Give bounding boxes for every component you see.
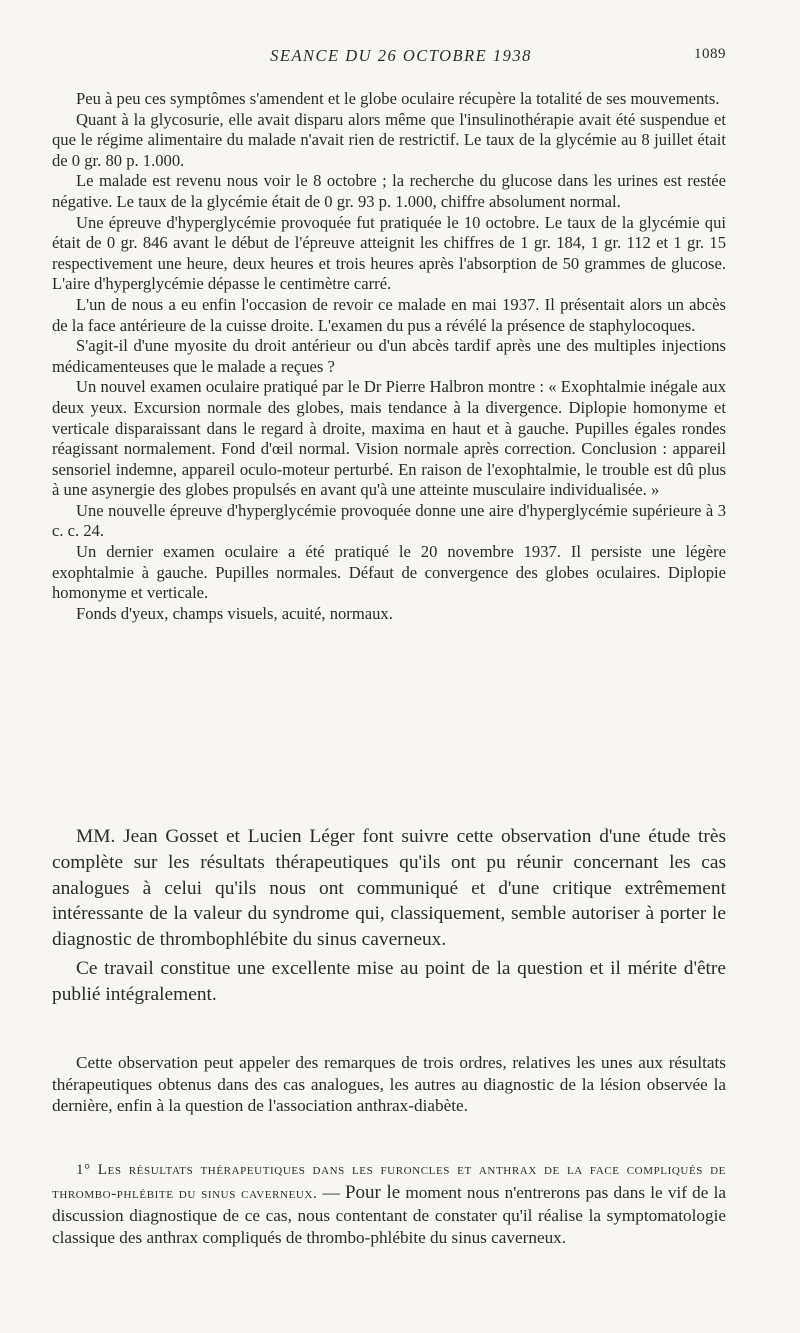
header-title: SEANCE DU 26 OCTOBRE 1938 [270,46,532,65]
paragraph: Une épreuve d'hyperglycémie provoquée fut pratiquée le 10 octobre. Le taux de la glycémie qui était de 0 gr. 846 avant le début de l'épreuve atteignit les chiffres de 1 gr. 184, 1 gr. 112 et 1 gr. 15 respectivement une heure, deux heures et trois heures après l'absorption de 50 grammes de glucose. L'aire d'hyperglycémie dépasse le centimètre carré. [52,212,726,294]
paragraph: Un dernier examen oculaire a été pratiqué le 20 novembre 1937. Il persiste une légère exophtalmie à gauche. Pupilles normales. Défaut de convergence des globes oculaires. Diplopie homonyme et verticale. [52,542,726,603]
paragraph: Cette observation peut appeler des remarques de trois ordres, relatives les unes aux résultats thérapeutiques obtenus dans des cas analogues, les autres au diagnostic de la lésion observée la dernière, enfin à la question de l'association anthrax-diabète. [52,1053,726,1116]
paragraph: Ce travail constitue une excellente mise au point de la question et il mérite d'être publié intégralement. [52,957,726,1005]
paragraph: Quant à la glycosurie, elle avait disparu alors même que l'insulinothérapie avait été suspendue et que le régime alimentaire du malade n'avait rien de restrictif. Le taux de la glycémie au 8 juillet était de 0 gr. 80 p. 1.000. [52,109,726,170]
paragraph: MM. Jean Gosset et Lucien Léger font suivre cette observation d'une étude très complète sur les résultats thérapeutiques qu'ils ont pu réunir concernant les cas analogues à celui qu'ils nous ont communiqué et d'une critique extrêmement intéressante de la valeur du syndrome qui, classiquement, semble autoriser à porter le diagnostic de thrombophlébite du sinus caverneux. [52,826,726,951]
paragraph: L'un de nous a eu enfin l'occasion de revoir ce malade en mai 1937. Il présentait alors un abcès de la face antérieure de la cuisse droite. L'examen du pus a révélé la présence de staphylocoques. [52,294,726,335]
remarks-intro [52,1052,726,1117]
section-1 [52,1158,726,1248]
reporter-comment [52,824,726,1008]
paragraph: Fonds d'yeux, champs visuels, acuité, normaux. [76,603,393,623]
section-lead: Pour le [344,1181,401,1203]
section-paragraph [52,1158,726,1248]
paragraph: Un nouvel examen oculaire pratiqué par le Dr Pierre Halbron montre : « Exophtalmie inégale aux deux yeux. Excursion normale des globes, mais tendance à la divergence. Diplopie homonyme et verticale disparaissant dans le regard à droite, maxima en haut et à gauche. Pupilles égales rondes réagissant normalement. Fond d'œil normal. Vision normale après correction. Conclusion : appareil sensoriel indemne, appareil oculo-moteur perturbé. En raison de l'exophtalmie, le trouble est dû plus à une asynergie des globes propulsés en avant qu'à une atteinte musculaire individualisée. » [52,377,726,500]
page-number: 1089 [694,46,726,62]
paragraph: Le malade est revenu nous voir le 8 octobre ; la recherche du glucose dans les urines est restée négative. Le taux de la glycémie était de 0 gr. 93 p. 1.000, chiffre absolument normal. [52,171,726,211]
paragraph: Une nouvelle épreuve d'hyperglycémie provoquée donne une aire d'hyperglycémie supérieure à 3 c. c. 24. [52,500,726,541]
section-body: moment nous n'entrerons pas dans le vif de la discussion diagnostique de ce cas, nous contentant de constater qu'il réalise la symptomatologie classique des anthrax compliqués de thrombo-phlébite du sinus caverneux. [52,1182,726,1247]
paragraph: S'agit-il d'une myosite du droit antérieur ou d'un abcès tardif après une des multiples injections médicamenteuses que le malade a reçues ? [52,336,726,376]
section-heading: 1° Les résultats thérapeutiques dans les furoncles et anthrax de la face compliqués de thrombo-phlébite du sinus caverneux. [52,1162,726,1202]
section-dash: — [317,1182,345,1202]
running-header [76,46,726,70]
case-report-text [52,89,726,624]
paragraph: Peu à peu ces symptômes s'amendent et le globe oculaire récupère la totalité de ses mouvements. [76,89,720,108]
